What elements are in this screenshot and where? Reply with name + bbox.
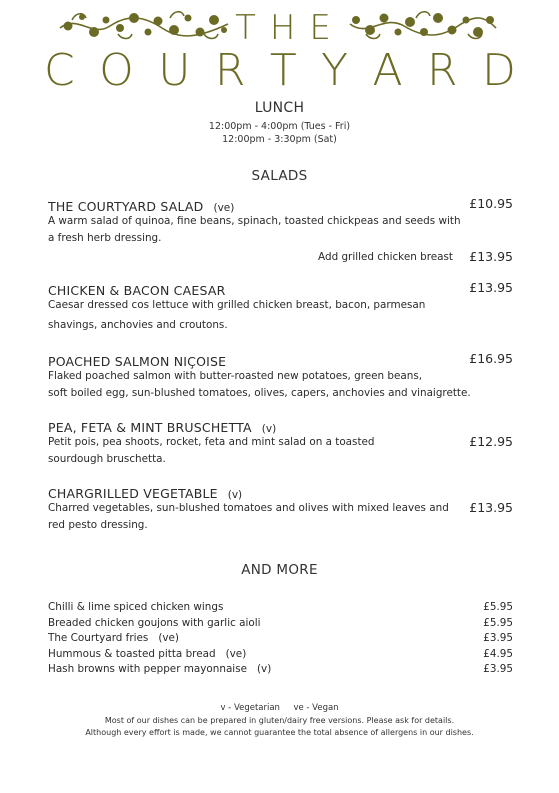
item-name: CHARGRILLED VEGETABLE xyxy=(48,486,218,501)
item-price: £12.95 xyxy=(469,434,513,449)
item-description: Flaked poached salmon with butter-roasted new potatoes, green beans, soft boiled egg, sun-blushed tomatoes, olives, capers, anchovies and vinaigrette. xyxy=(48,370,471,399)
item-name: THE COURTYARD SALAD xyxy=(48,199,204,214)
item-name: POACHED SALMON NIÇOISE xyxy=(48,354,227,369)
logo-the: THE xyxy=(235,8,345,48)
item-description: Petit pois, pea shoots, rocket, feta and mint salad on a toasted sourdough bruschetta. xyxy=(48,436,375,465)
logo-letter: T xyxy=(269,45,297,96)
salads-heading: SALADS xyxy=(251,168,308,184)
allergen-note: Although every effort is made, we cannot guarantee the total absence of allergens in our dishes. xyxy=(85,728,474,737)
addon-label: Add grilled chicken breast xyxy=(318,251,453,263)
item-name: CHICKEN & BACON CAESAR xyxy=(48,283,226,298)
addon-price: £13.95 xyxy=(469,249,513,264)
menu-item xyxy=(48,351,513,401)
list-item: Hummous & toasted pitta bread (ve) £4.95 xyxy=(48,647,513,660)
menu-item xyxy=(48,417,513,467)
lunch-hours-saturday: 12:00pm - 3:30pm (Sat) xyxy=(222,134,337,145)
logo-letter: D xyxy=(482,45,516,96)
item-price: £16.95 xyxy=(469,351,513,366)
list-item: Breaded chicken goujons with garlic aioli £5.95 xyxy=(48,616,513,629)
logo-letter: R xyxy=(427,45,458,96)
logo-letter: A xyxy=(372,45,403,96)
vine-right-ornament xyxy=(348,8,498,42)
sides-list xyxy=(48,601,513,679)
logo-letter: C xyxy=(44,45,75,96)
dietary-note: Most of our dishes can be prepared in gluten/dairy free versions. Please ask for details. xyxy=(104,716,455,725)
item-diet: (v) xyxy=(261,423,277,435)
diet-legend: v - Vegetarian ve - Vegan xyxy=(220,703,339,713)
item-price: £13.95 xyxy=(469,280,513,295)
and-more-heading: AND MORE xyxy=(241,562,318,578)
list-item: The Courtyard fries (ve) £3.95 xyxy=(48,632,513,644)
logo-letter: R xyxy=(214,45,246,96)
menu-item xyxy=(48,280,513,333)
list-item: Hash browns with pepper mayonnaise (v) £3.95 xyxy=(48,663,513,675)
item-addon xyxy=(48,249,513,267)
item-description: Charred vegetables, sun-blushed tomatoes and olives with mixed leaves and red pesto dressing. xyxy=(48,502,449,531)
menu-item xyxy=(48,196,513,267)
item-price: £13.95 xyxy=(469,500,513,515)
logo-letter: O xyxy=(99,45,134,96)
logo-letter: Y xyxy=(321,45,349,96)
item-name: PEA, FETA & MINT BRUSCHETTA xyxy=(48,420,252,435)
item-description: A warm salad of quinoa, fine beans, spinach, toasted chickpeas and seeds with a fresh herb dressing. xyxy=(48,215,461,244)
item-description: Caesar dressed cos lettuce with grilled chicken breast, bacon, parmesan shavings, anchovies and croutons. xyxy=(48,299,426,331)
logo xyxy=(0,6,559,46)
vine-left-ornament xyxy=(58,8,230,42)
item-diet: (v) xyxy=(227,489,243,501)
menu-item xyxy=(48,483,513,533)
item-price: £10.95 xyxy=(469,196,513,211)
list-item: Chilli & lime spiced chicken wings £5.95 xyxy=(48,601,513,613)
lunch-title: LUNCH xyxy=(254,100,305,116)
logo-courtyard xyxy=(44,46,516,96)
item-diet: (ve) xyxy=(213,202,235,214)
logo-letter: U xyxy=(158,45,191,96)
lunch-hours-weekday: 12:00pm - 4:00pm (Tues - Fri) xyxy=(208,121,351,132)
